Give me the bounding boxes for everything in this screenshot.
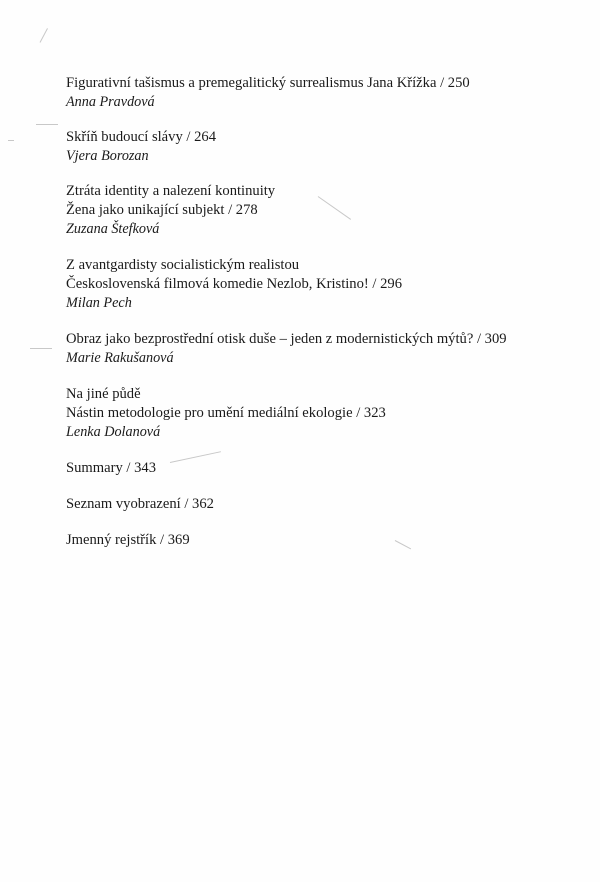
toc-entry — [66, 459, 586, 478]
toc-entry — [66, 385, 586, 442]
toc-entry — [66, 531, 586, 550]
toc-entry — [66, 495, 586, 514]
toc-entry-title: Jmenný rejstřík / 369 — [66, 532, 190, 548]
scan-mark — [8, 140, 14, 141]
toc-entry-title: Summary / 343 — [66, 460, 156, 476]
toc-entry — [66, 330, 586, 368]
toc-entry-author: Marie Rakušanová — [66, 350, 174, 366]
toc-entry-author: Anna Pravdová — [66, 94, 155, 110]
scan-mark — [40, 28, 48, 43]
table-of-contents — [66, 74, 586, 550]
toc-entry — [66, 74, 586, 112]
toc-entry-title: Skříň budoucí slávy / 264 — [66, 129, 216, 145]
toc-entry-subtitle: Československá filmová komedie Nezlob, Kristino! / 296 — [66, 276, 403, 292]
toc-entry-author: Lenka Dolanová — [66, 424, 161, 440]
toc-entry-author: Zuzana Štefková — [66, 221, 160, 237]
toc-entry-subtitle: Nástin metodologie pro umění mediální ekologie / 323 — [66, 405, 386, 421]
toc-entry-title: Figurativní tašismus a premegalitický surrealismus Jana Křížka / 250 — [66, 75, 470, 91]
toc-entry-title: Ztráta identity a nalezení kontinuity — [66, 183, 276, 199]
toc-entry-title: Na jiné půdě — [66, 386, 141, 402]
toc-entry — [66, 256, 586, 313]
toc-entry-title: Z avantgardisty socialistickým realistou — [66, 257, 300, 273]
toc-entry — [66, 182, 586, 239]
toc-entry-author: Vjera Borozan — [66, 148, 149, 164]
toc-entry-author: Milan Pech — [66, 295, 132, 311]
toc-entry-subtitle: Žena jako unikající subjekt / 278 — [66, 202, 258, 218]
toc-entry — [66, 128, 586, 166]
scan-mark — [36, 124, 58, 125]
scan-mark — [30, 348, 52, 349]
toc-entry-title: Obraz jako bezprostřední otisk duše – jeden z modernistických mýtů? / 309 — [66, 331, 507, 347]
toc-entry-title: Seznam vyobrazení / 362 — [66, 496, 214, 512]
